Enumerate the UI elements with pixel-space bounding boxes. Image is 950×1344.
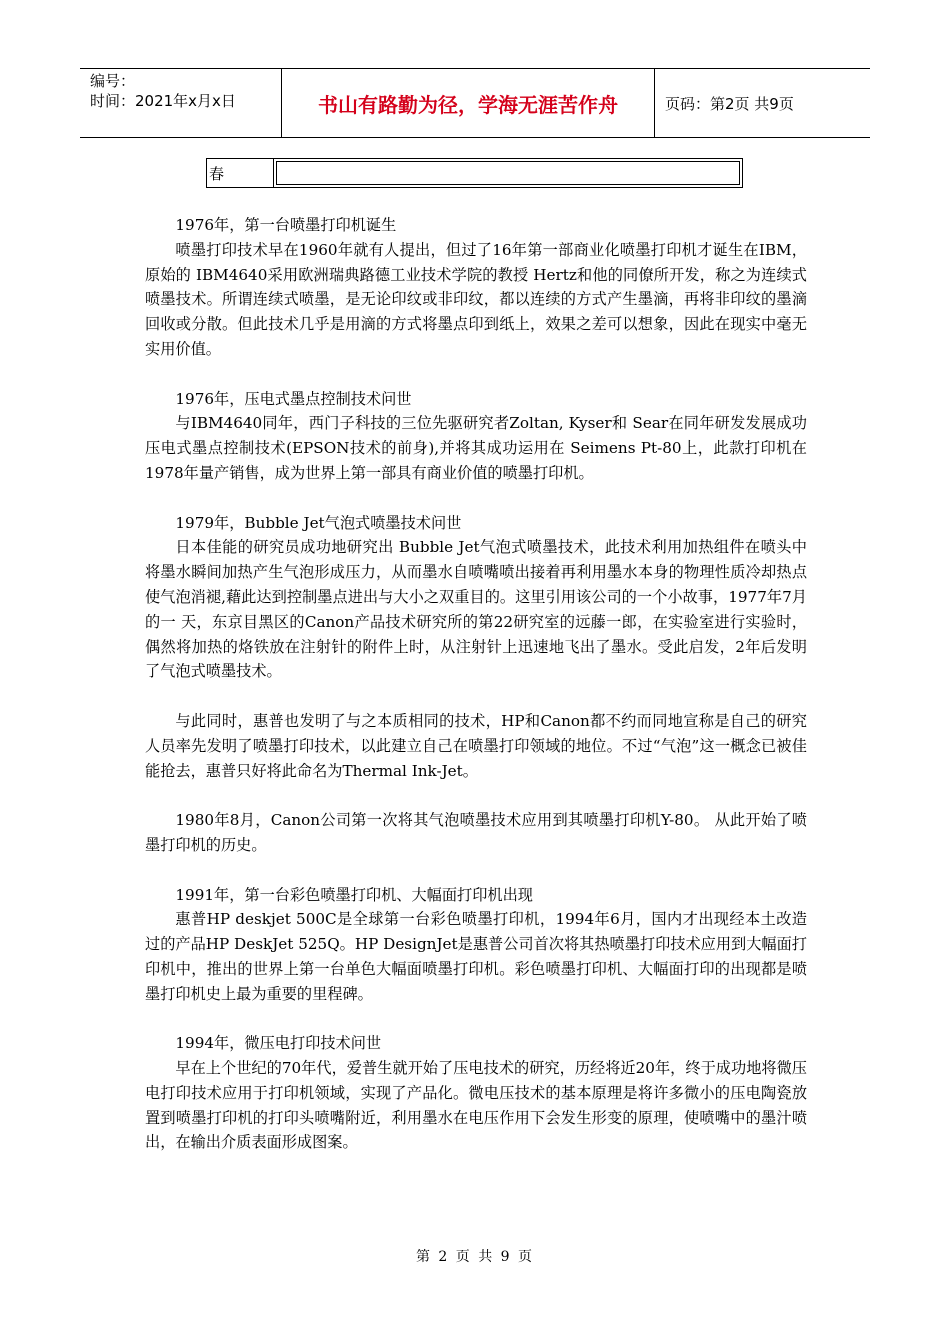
section-title: 1976年，压电式墨点控制技术问世: [175, 389, 412, 408]
season-empty-cell: [276, 161, 740, 185]
time-label: 时间：2021年x月x日: [90, 92, 236, 110]
header-page-code: 页码：第2页 共9页: [665, 94, 794, 113]
section: [145, 511, 807, 685]
section-body: 与此同时，惠普也发明了与之本质相同的技术，HP和Canon都不约而同地宣称是自己的研究人员率先发明了喷墨打印技术，以此建立自己在喷墨打印领域的地位。不过“气泡”这一概念已被佳能抢去，惠普只好将此命名为Thermal Ink-Jet。: [145, 711, 807, 780]
section: [145, 883, 807, 1007]
page-footer: 第 2 页 共 9 页: [415, 1249, 535, 1265]
section-body: 与IBM4640同年，西门子科技的三位先驱研究者Zoltan, Kyser和 Sear在同年研发发展成功压电式墨点控制技术(EPSON技术的前身),并将其成功运用在 Seimens Pt-80上，此款打印机在1978年量产销售，成为世界上第一部具有商业价值的喷墨打印机。: [145, 414, 807, 482]
season-label: 春: [207, 159, 274, 187]
section-body: 日本佳能的研究员成功地研究出 Bubble Jet气泡式喷墨技术，此技术利用加热组件在喷头中将墨水瞬间加热产生气泡形成压力，从而墨水自喷嘴喷出接着再利用墨水本身的物理性质冷却热点使气泡消褪,藉此达到控制墨点进出与大小之双重目的。这里引用该公司的一个小故事，1977年7月的一 天，东京目黑区的Canon产品技术研究所的第22研究室的远藤一郎，在实验室进行实验时，偶然将加热的烙铁放在注射针的附件上时，从注射针上迅速地飞出了墨水。受此启发，2年后发明了气泡式喷墨技术。: [145, 538, 807, 681]
section: [145, 387, 807, 486]
section-body: 1980年8月，Canon公司第一次将其气泡喷墨技术应用到其喷墨打印机Y-80。 从此开始了喷墨打印机的历史。: [145, 811, 807, 854]
section: [145, 213, 807, 362]
page-header: [80, 68, 870, 138]
section: [145, 709, 807, 783]
header-motto: 书山有路勤为径，学海无涯苦作舟: [282, 69, 655, 137]
section-body: 惠普HP deskjet 500C是全球第一台彩色喷墨打印机，1994年6月，国内才出现经本土改造过的产品HP DeskJet 525Q。HP DesignJet是惠普公司首次将其热喷墨打印技术应用到大幅面打印机中，推出的世界上第一台单色大幅面喷墨打印机。彩色喷墨打印机、大幅面打印的出现都是喷墨打印机史上最为重要的里程碑。: [145, 910, 807, 1003]
season-table: [206, 158, 743, 188]
section-title: 1991年，第一台彩色喷墨打印机、大幅面打印机出现: [175, 885, 533, 904]
document-body: [145, 213, 807, 1155]
number-label: 编号：: [90, 72, 136, 90]
section: [145, 808, 807, 858]
header-meta: [80, 69, 282, 137]
section-body: 喷墨打印技术早在1960年就有人提出，但过了16年第一部商业化喷墨打印机才诞生在IBM，原始的 IBM4640采用欧洲瑞典路德工业技术学院的教授 Hertz和他的同僚所开发，称之为连续式喷墨技术。所谓连续式喷墨，是无论印纹或非印纹，都以连续的方式产生墨滴，再将非印纹的墨滴回收或分散。但此技术几乎是用滴的方式将墨点印到纸上，效果之差可以想象，因此在现实中毫无实用价值。: [145, 240, 807, 358]
section-title: 1994年，微压电打印技术问世: [175, 1034, 382, 1053]
section-title: 1979年，Bubble Jet气泡式喷墨技术问世: [175, 513, 462, 532]
section-title: 1976年，第一台喷墨打印机诞生: [175, 216, 397, 234]
section-body: 早在上个世纪的70年代，爱普生就开始了压电技术的研究，历经将近20年，终于成功地将微压电打印技术应用于打印机领域，实现了产品化。微电压技术的基本原理是将许多微小的压电陶瓷放置到喷墨打印机的打印头喷嘴附近，利用墨水在电压作用下会发生形变的原理，使喷嘴中的墨汁喷出，在输出介质表面形成图案。: [145, 1059, 807, 1152]
section: [145, 1031, 807, 1155]
